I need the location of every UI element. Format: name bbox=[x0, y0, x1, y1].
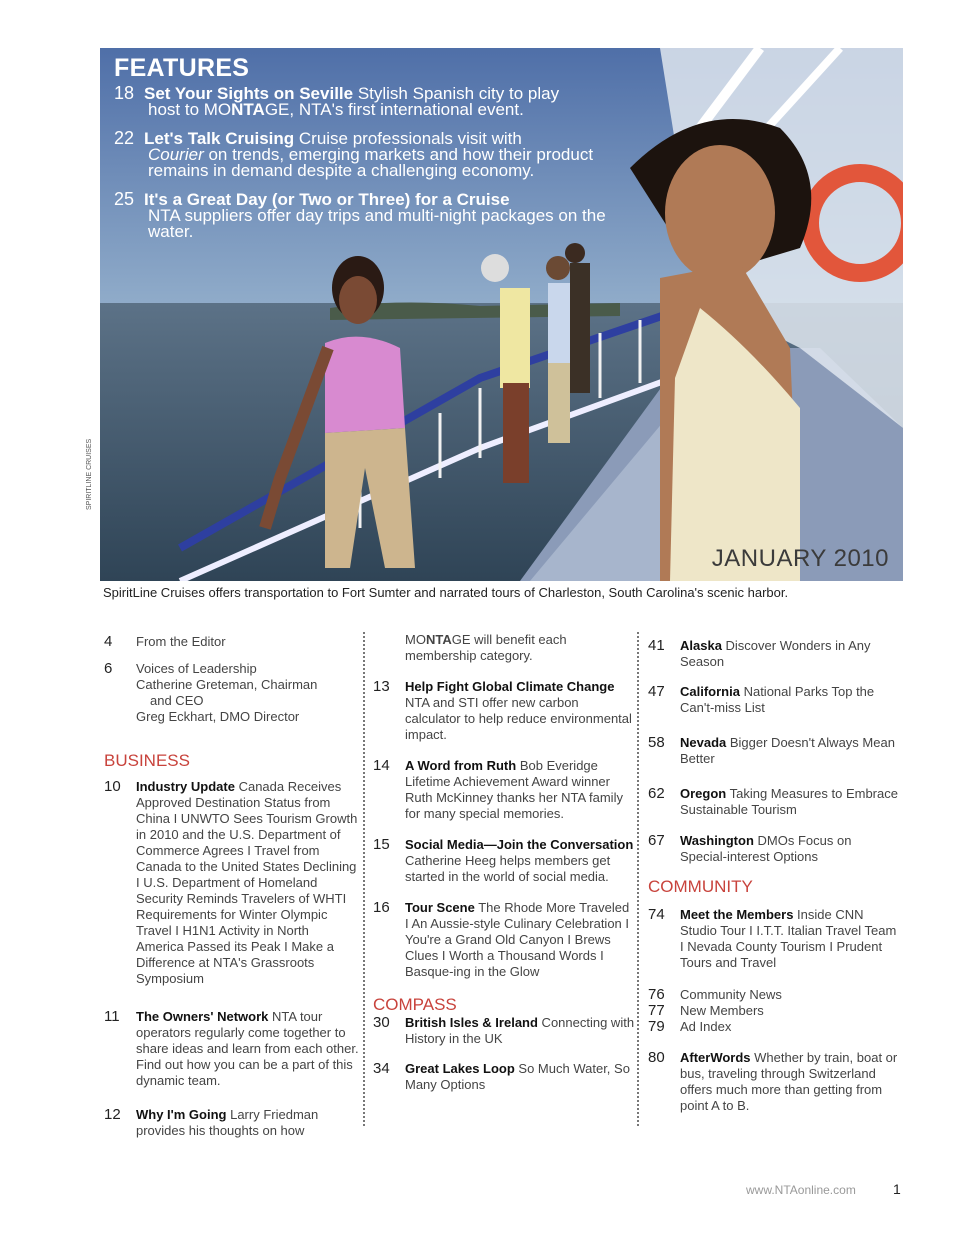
entry-text: Community News bbox=[680, 987, 782, 1002]
entry-text: Whether by train, boat or bus, traveling through Switzerland offers much more than getting from point A to B. bbox=[680, 1050, 898, 1113]
text-part: MO bbox=[405, 632, 426, 647]
toc-entry[interactable] bbox=[648, 786, 900, 818]
entry-title: The Owners' Network bbox=[136, 1009, 269, 1024]
entry-title: Why I'm Going bbox=[136, 1107, 227, 1122]
column-divider bbox=[363, 632, 365, 1126]
page-number: 77 bbox=[648, 1002, 665, 1019]
feature-title: It's a Great Day (or Two or Three) for a Cruise bbox=[144, 190, 510, 209]
page-number: 58 bbox=[648, 734, 665, 751]
feature-text-bold: NTA bbox=[231, 100, 265, 119]
entry-text: New Members bbox=[680, 1003, 764, 1018]
page-number: 41 bbox=[648, 637, 665, 654]
page-number: 80 bbox=[648, 1049, 665, 1066]
cover-photo bbox=[100, 48, 903, 581]
entry-text: NTA tour operators regularly come together to share ideas and learn from each other. Find out how you can be a part of this dynamic team. bbox=[136, 1009, 359, 1088]
toc-entry[interactable] bbox=[104, 661, 359, 725]
page-number: 47 bbox=[648, 683, 665, 700]
toc-entry[interactable] bbox=[648, 907, 900, 971]
page-number: 10 bbox=[104, 778, 121, 795]
section-heading-community: COMMUNITY bbox=[648, 877, 753, 896]
entry-title: British Isles & Ireland bbox=[405, 1015, 538, 1030]
toc-entry[interactable] bbox=[104, 779, 359, 987]
entry-title: Nevada bbox=[680, 735, 727, 750]
entry-title: Help Fight Global Climate Change bbox=[405, 679, 615, 694]
page-number: 4 bbox=[104, 633, 113, 650]
page-number: 76 bbox=[648, 986, 665, 1003]
page-number: 16 bbox=[373, 899, 390, 916]
entry-text: Catherine Heeg helps members get started in the world of social media. bbox=[405, 853, 611, 884]
column-divider bbox=[637, 632, 639, 1126]
toc-entry[interactable] bbox=[373, 837, 635, 885]
features-block bbox=[114, 54, 634, 246]
feature-text-part: on trends, emerging markets and how their product remains in demand despite a challenging economy. bbox=[148, 145, 594, 180]
feature-text-cont bbox=[114, 102, 634, 118]
page-number: 13 bbox=[373, 678, 390, 695]
entry-title: Tour Scene bbox=[405, 900, 475, 915]
toc-entry[interactable] bbox=[104, 634, 359, 650]
entry-text: and CEO bbox=[150, 693, 204, 708]
photo-credit: SPIRITLINE CRUISES bbox=[86, 438, 93, 510]
page-number: 62 bbox=[648, 785, 665, 802]
entry-text: The Rhode More Traveled I An Aussie-style Culinary Celebration I You're a Grand Old Canyon I Brews Clues I Worth a Thousand Words I Basque-ing in the Glow bbox=[405, 900, 630, 979]
page-number: 6 bbox=[104, 660, 113, 677]
entry-text: From the Editor bbox=[136, 634, 226, 649]
entry-title: A Word from Ruth bbox=[405, 758, 517, 773]
entry-text: Discover Wonders in Any Season bbox=[680, 638, 871, 669]
toc-column-1 bbox=[104, 632, 359, 1139]
website-url[interactable]: www.NTAonline.com bbox=[746, 1183, 856, 1197]
toc-entry[interactable] bbox=[104, 1009, 359, 1089]
feature-title: Let's Talk Cruising bbox=[144, 129, 295, 148]
feature-text-part: GE, NTA's first international event. bbox=[264, 100, 524, 119]
feature-text: Stylish Spanish city to play bbox=[353, 84, 560, 103]
page-number: 18 bbox=[114, 83, 135, 103]
feature-text: NTA suppliers offer day trips and multi-night packages on the water. bbox=[148, 206, 606, 241]
toc-entry[interactable] bbox=[648, 638, 900, 670]
entry-title: Social Media—Join the Conversation bbox=[405, 837, 634, 852]
toc-entry[interactable] bbox=[373, 1061, 635, 1093]
entry-text: Bigger Doesn't Always Mean Better bbox=[680, 735, 895, 766]
entry-text: Canada Receives Approved Destination Status from China I UNWTO Sees Tourism Growth in 2010 and the U.S. Department of Commerce Agrees I Travel from Canada to the United States Declining I U.S. Department of Homeland Security Reminds Travelers of WHTI Requirements for Winter Olympic Travel I H1N1 Activity in North America Passed its Peak I Make a Difference at NTA's Grassroots Symposium bbox=[136, 779, 358, 986]
page-number: 34 bbox=[373, 1060, 390, 1077]
entry-text: Ad Index bbox=[680, 1019, 732, 1034]
entry-text: National Parks Top the Can't-miss List bbox=[680, 684, 875, 715]
page-number: 22 bbox=[114, 128, 135, 148]
feature-text: Cruise professionals visit with bbox=[294, 129, 522, 148]
entry-title: Alaska bbox=[680, 638, 722, 653]
page-number: 14 bbox=[373, 757, 390, 774]
page-number: 12 bbox=[104, 1106, 121, 1123]
entry-title: Washington bbox=[680, 833, 754, 848]
page-number: 67 bbox=[648, 832, 665, 849]
text-bold: NTA bbox=[425, 632, 452, 647]
toc-entry[interactable] bbox=[648, 735, 900, 767]
toc-column-3 bbox=[648, 632, 900, 1114]
feature-title: Set Your Sights on Seville bbox=[144, 84, 354, 103]
text-part: GE will benefit each membership category. bbox=[405, 632, 567, 663]
feature-text-cont bbox=[114, 147, 634, 179]
section-heading-compass: COMPASS bbox=[373, 995, 457, 1014]
toc-entry[interactable] bbox=[648, 684, 900, 716]
entry-text: So Much Water, So Many Options bbox=[405, 1061, 630, 1092]
feature-text-italic: Courier bbox=[148, 145, 204, 164]
feature-text-part: host to MO bbox=[148, 100, 232, 119]
section-heading-business: BUSINESS bbox=[104, 751, 190, 770]
toc-entry[interactable] bbox=[648, 987, 900, 1003]
toc-entry[interactable] bbox=[648, 1019, 900, 1035]
entry-text: Bob Everidge Lifetime Achievement Award winner Ruth McKinney thanks her NTA family for many special memories. bbox=[405, 758, 623, 821]
entry-text: Taking Measures to Embrace Sustainable Tourism bbox=[680, 786, 898, 817]
feature-item[interactable] bbox=[114, 191, 634, 240]
entry-text: DMOs Focus on Special-interest Options bbox=[680, 833, 852, 864]
entry-text: NTA and STI offer new carbon calculator to help reduce environmental impact. bbox=[405, 695, 632, 742]
page-number: 15 bbox=[373, 836, 390, 853]
photo-caption: SpiritLine Cruises offers transportation to Fort Sumter and narrated tours of Charleston, South Carolina's scenic harbor. bbox=[103, 585, 789, 600]
toc-entry[interactable] bbox=[373, 900, 635, 980]
page-number: 74 bbox=[648, 906, 665, 923]
entry-text: Connecting with History in the UK bbox=[405, 1015, 635, 1046]
entry-text: Inside CNN Studio Tour I I.T.T. Italian Travel Team I Nevada County Tourism I Prudent Tours and Travel bbox=[680, 907, 897, 970]
toc-entry[interactable] bbox=[373, 1015, 635, 1047]
page-number: 79 bbox=[648, 1018, 665, 1035]
entry-title: Great Lakes Loop bbox=[405, 1061, 515, 1076]
toc-entry[interactable] bbox=[648, 1050, 900, 1114]
toc-entry[interactable] bbox=[373, 758, 635, 822]
page-number: 11 bbox=[104, 1008, 120, 1025]
feature-item[interactable] bbox=[114, 85, 634, 118]
features-heading: FEATURES bbox=[114, 54, 250, 82]
toc-entry[interactable] bbox=[648, 1003, 900, 1019]
toc-entry[interactable] bbox=[373, 679, 635, 743]
entry-title: Industry Update bbox=[136, 779, 235, 794]
issue-date: JANUARY 2010 bbox=[711, 545, 889, 572]
toc-entry[interactable] bbox=[104, 1107, 359, 1139]
entry-text: Catherine Greteman, Chairman bbox=[136, 677, 318, 692]
entry-text: Greg Eckhart, DMO Director bbox=[136, 709, 300, 724]
page-number: 30 bbox=[373, 1014, 390, 1031]
entry-text: Larry Friedman provides his thoughts on how bbox=[136, 1107, 319, 1138]
continued-text bbox=[373, 632, 635, 664]
entry-text: Voices of Leadership bbox=[136, 661, 257, 676]
entry-title: Meet the Members bbox=[680, 907, 794, 922]
toc-column-2 bbox=[373, 632, 635, 1093]
page-number: 25 bbox=[114, 189, 135, 209]
feature-item[interactable] bbox=[114, 130, 634, 179]
entry-title: Oregon bbox=[680, 786, 727, 801]
entry-title: AfterWords bbox=[680, 1050, 751, 1065]
toc-entry[interactable] bbox=[648, 833, 900, 865]
entry-title: California bbox=[680, 684, 740, 699]
page-folio: 1 bbox=[893, 1181, 901, 1197]
